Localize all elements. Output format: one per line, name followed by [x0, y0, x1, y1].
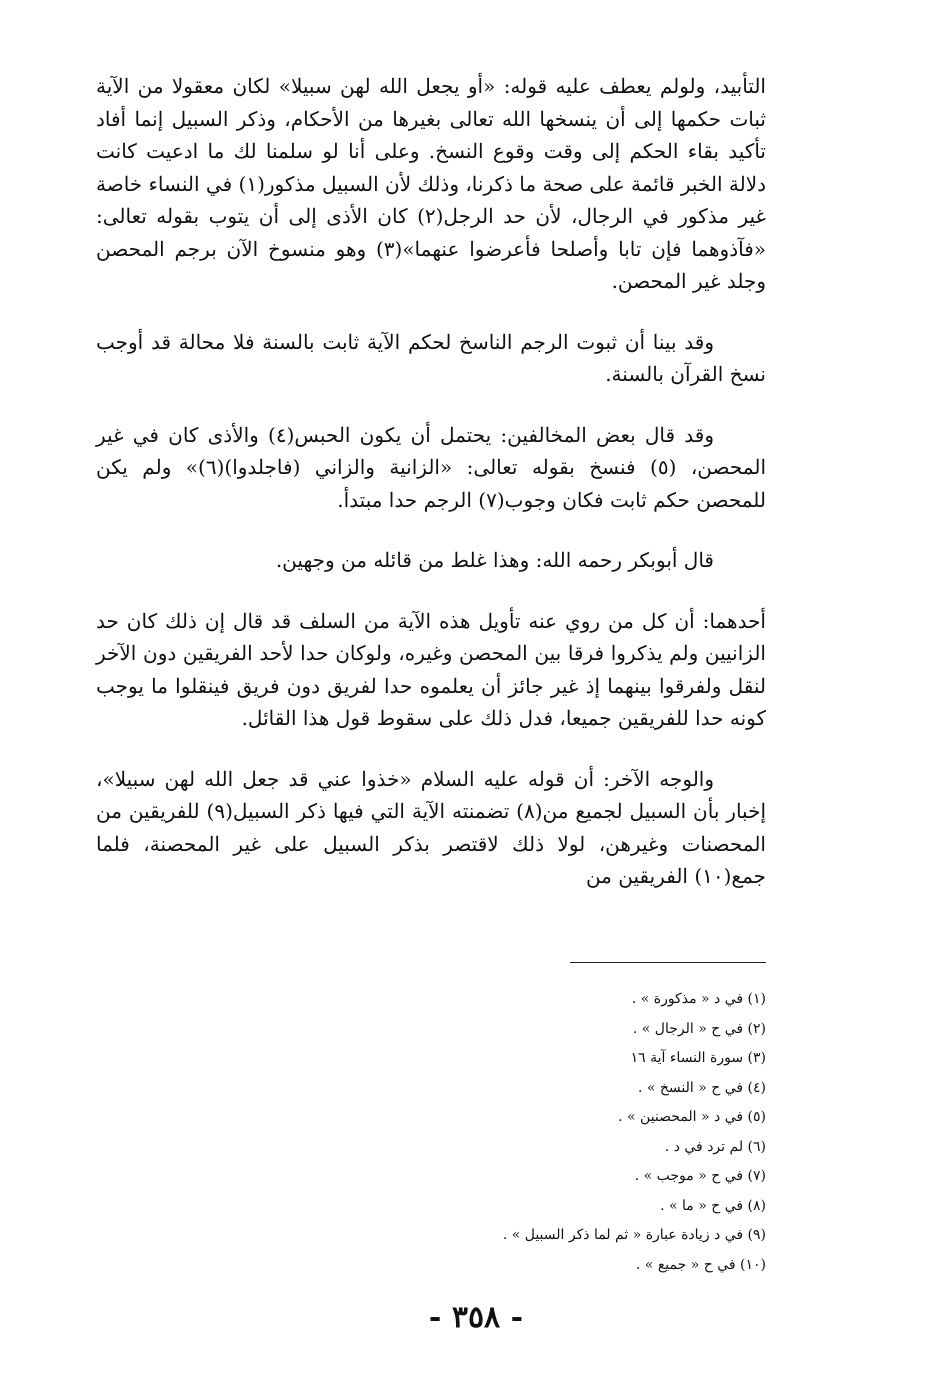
footnote-9: (٩) في د زيادة عبارة « ثم لما ذكر السبيل » .: [502, 1227, 766, 1243]
footnote-5: (٥) في د « المحصنين » .: [618, 1109, 766, 1125]
page-number: - ٣٥٨ -: [428, 1300, 524, 1335]
footnote-1: (١) في د « مذكورة » .: [631, 991, 766, 1007]
footnote-10: (١٠) في ح « جميع » .: [635, 1256, 766, 1273]
paragraph-6: والوجه الآخر: أن قوله عليه السلام «خذوا عني قد جعل الله لهن سبيلا»، إخبار بأن السبيل لجميع من(٨) تضمنته الآية التي فيها ذكر السبيل(٩) للفريقين من المحصنات وغيرهن، لولا ذلك لاقتصر بذكر السبيل على غير المحصنة، فلما جمع(١٠) الفريقين من: [96, 766, 766, 888]
footnote-6: (٦) لم ترد في د .: [664, 1138, 766, 1155]
footnote-4: (٤) في ح « النسخ » .: [637, 1079, 766, 1096]
paragraph-5: أحدهما: أن كل من روي عنه تأويل هذه الآية من السلف قد قال إن ذلك كان حد الزانيين ولم يذكروا فرقا بين المحصن وغيره، ولوكان حدا لأحد الفريقين دون الآخر لنقل ولفرقوا بينهما إذ غير جائز أن يعلموه حدا لفريق دون فريق فينقلوا ما يوجب كونه حدا للفريقين جميعا، فدل ذلك على سقوط قول هذا القائل.: [96, 608, 766, 730]
footnote-3: (٣) سورة النساء آية ١٦: [630, 1050, 766, 1066]
footnote-7: (٧) في ح « موجب » .: [634, 1168, 766, 1184]
footnote-8: (٨) في ح « ما » .: [660, 1197, 766, 1214]
main-text: [96, 70, 766, 921]
paragraph-2: وقد بينا أن ثبوت الرجم الناسخ لحكم الآية ثابت بالسنة فلا محالة قد أوجب نسخ القرآن بالسنة.: [96, 329, 766, 386]
footnote-2: (٢) في ح « الرجال » .: [632, 1020, 766, 1037]
paragraph-1: التأبيد، ولولم يعطف عليه قوله: «أو يجعل الله لهن سبيلا» لكان معقولا من الآية ثبات حكمها إلى أن ينسخها الله تعالى بغيرها من الأحكام، وذكر السبيل إنما أفاد تأكيد بقاء الحكم إلى وقت وقوع النسخ. وعلى أنا لو سلمنا لك ما ادعيت كانت دلالة الخبر قائمة على صحة ما ذكرنا، وذلك لأن السبيل مذكور(١) في النساء خاصة غير مذكور في الرجال، لأن حد الرجل(٢) كان الأذى إلى أن يتوب بقوله تعالى: «فآذوهما فإن تابا وأصلحا فأعرضوا عنهما»(٣) وهو منسوخ الآن برجم المحصن وجلد غير المحصن.: [96, 74, 767, 293]
paragraph-3: وقد قال بعض المخالفين: يحتمل أن يكون الحبس(٤) والأذى كان في غير المحصن، (٥) فنسخ بقوله تعالى: «الزانية والزاني (فاجلدوا)(٦)» ولم يكن للمحصن حكم ثابت فكان وجوب(٧) الرجم حدا مبتدأ.: [96, 422, 766, 512]
footnote-divider: [570, 962, 766, 963]
footnotes: [360, 985, 766, 1280]
paragraph-4: قال أبوبكر رحمه الله: وهذا غلط من قائله من وجهين.: [275, 548, 714, 572]
